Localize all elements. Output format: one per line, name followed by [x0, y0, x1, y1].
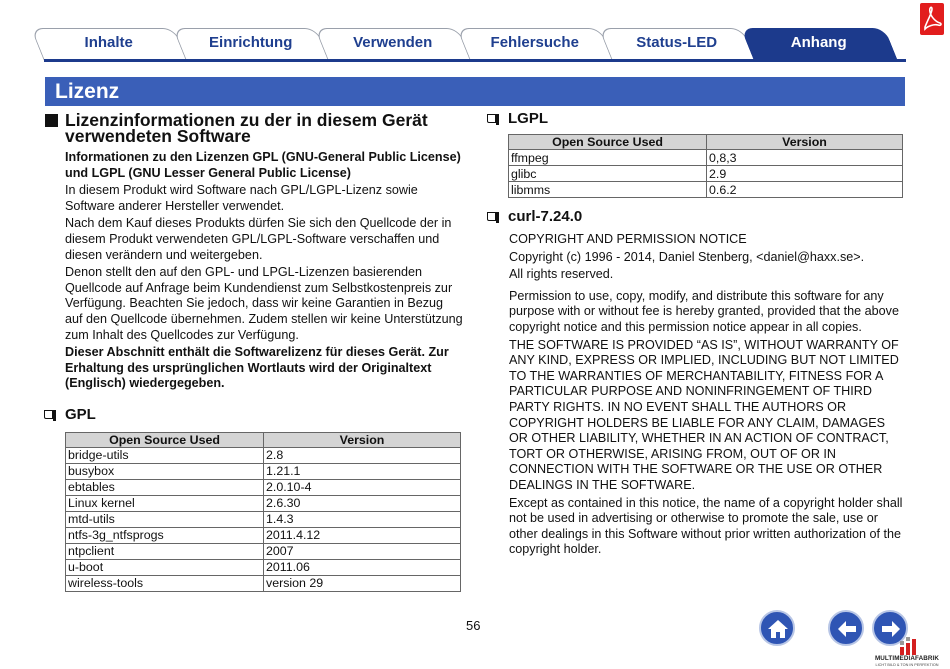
- table-row: [66, 447, 461, 463]
- table-row: [66, 543, 461, 559]
- lgpl-table: [508, 134, 903, 198]
- package-name: busybox: [66, 463, 264, 479]
- arrow-left-icon: [836, 618, 858, 640]
- package-version: 1.21.1: [264, 463, 461, 479]
- tab-einrichtung[interactable]: Einrichtung: [173, 28, 330, 61]
- table-header-row: [66, 432, 461, 447]
- paragraph: THE SOFTWARE IS PROVIDED “AS IS”, WITHOUT WARRANTY OF ANY KIND, EXPRESS OR IMPLIED, INCLUDING BUT NOT LIMITED TO THE WARRANTIES OF MERCHANTABILITY, FITNESS FOR A PARTICULAR PURPOSE AND NONINFRINGEMENT OF THIRD PARTY RIGHTS. IN NO EVENT SHALL THE AUTHORS OR COPYRIGHT HOLDERS BE LIABLE FOR ANY CLAIM, DAMAGES OR OTHER LIABILITY, WHETHER IN AN ACTION OF CONTRACT, TORT OR OTHERWISE, ARISING FROM, OUT OF OR IN CONNECTION WITH THE SOFTWARE OR THE USE OR OTHER DEALINGS IN THE SOFTWARE.: [509, 337, 899, 492]
- tab-anhang[interactable]: Anhang: [741, 28, 898, 61]
- chapter-tabs: [44, 28, 906, 62]
- package-name: ntfs-3g_ntfsprogs: [66, 527, 264, 543]
- table-row: [66, 511, 461, 527]
- section-heading: Lizenzinformationen zu der in diesem Gerät verwendeten Software: [44, 112, 464, 144]
- paragraph: Except as contained in this notice, the name of a copyright holder shall not be used in advertising or otherwise to promote the sale, use or other dealings in this Software without prior written authorization of the copyright holder.: [509, 495, 903, 557]
- package-version: 2.0.10-4: [264, 479, 461, 495]
- pdf-icon[interactable]: [920, 3, 944, 35]
- curl-heading: curl-7.24.0: [487, 208, 905, 226]
- gpl-heading: GPL: [44, 406, 464, 424]
- paragraph: Nach dem Kauf dieses Produkts dürfen Sie sich den Quellcode der in diesem Produkt verwendeten GPL/LGPL-Software verschaffen und diesen verändern und weitergeben.: [65, 216, 452, 262]
- paragraph: All rights reserved.: [509, 267, 614, 282]
- page-title: Lizenz: [45, 77, 905, 106]
- tab-inhalte[interactable]: Inhalte: [31, 28, 188, 61]
- table-header-row: [509, 135, 903, 150]
- tab-underline: [44, 59, 906, 62]
- table-row: [66, 575, 461, 591]
- tab-fehlersuche[interactable]: Fehlersuche: [457, 28, 614, 61]
- package-name: ebtables: [66, 479, 264, 495]
- package-version: 2.8: [264, 447, 461, 463]
- package-name: ntpclient: [66, 543, 264, 559]
- gpl-table: [65, 432, 461, 592]
- package-name: wireless-tools: [66, 575, 264, 591]
- column-header: Version: [264, 432, 461, 447]
- package-version: 1.4.3: [264, 511, 461, 527]
- package-name: u-boot: [66, 559, 264, 575]
- lgpl-heading: LGPL: [487, 110, 905, 128]
- table-row: [509, 166, 903, 182]
- checkbox-bullet-icon: [487, 212, 496, 221]
- package-version: 0,8,3: [707, 150, 903, 166]
- package-version: version 29: [264, 575, 461, 591]
- package-name: libmms: [509, 182, 707, 198]
- paragraph: Copyright (c) 1996 - 2014, Daniel Stenberg, <daniel@haxx.se>.: [509, 249, 865, 264]
- table-row: [66, 527, 461, 543]
- package-version: 0.6.2: [707, 182, 903, 198]
- package-name: mtd-utils: [66, 511, 264, 527]
- tab-status-led[interactable]: Status-LED: [599, 28, 756, 61]
- back-button[interactable]: [828, 610, 864, 646]
- package-version: 2007: [264, 543, 461, 559]
- paragraph: In diesem Produkt wird Software nach GPL/LGPL-Lizenz sowie Software anderer Hersteller verwendet.: [65, 183, 418, 213]
- table-row: [66, 479, 461, 495]
- column-header: Open Source Used: [509, 135, 707, 150]
- table-row: [509, 150, 903, 166]
- table-row: [66, 495, 461, 511]
- package-version: 2.9: [707, 166, 903, 182]
- paragraph: Permission to use, copy, modify, and distribute this software for any purpose with or without fee is hereby granted, provided that the above copyright notice and this permission notice appear in all copies.: [509, 288, 899, 334]
- package-name: glibc: [509, 166, 707, 182]
- package-version: 2011.06: [264, 559, 461, 575]
- right-column: [487, 110, 905, 558]
- package-name: ffmpeg: [509, 150, 707, 166]
- notice-paragraph: Dieser Abschnitt enthält die Softwarelizenz für dieses Gerät. Zur Erhaltung des ursprünglichen Wortlauts wird der Originaltext (Englisch) wiedergegeben.: [65, 345, 449, 391]
- package-version: 2.6.30: [264, 495, 461, 511]
- package-name: Linux kernel: [66, 495, 264, 511]
- logo-subtitle: LICHT BILD & TON IN PERFEKTION: [875, 663, 939, 667]
- checkbox-bullet-icon: [487, 114, 496, 123]
- package-name: bridge-utils: [66, 447, 264, 463]
- home-icon: [767, 618, 789, 640]
- page-number: 56: [466, 618, 481, 633]
- paragraph: COPYRIGHT AND PERMISSION NOTICE: [509, 232, 747, 246]
- table-row: [66, 463, 461, 479]
- table-row: [66, 559, 461, 575]
- home-button[interactable]: [759, 610, 795, 646]
- paragraph: Denon stellt den auf den GPL- und LPGL-Lizenzen basierenden Quellcode auf Anfrage beim Kundendienst zum Selbstkostenpreis zur Verfügung. Beachten Sie jedoch, dass wir keine Garantien in Bezug auf den Quellcode übernehmen. Zudem stellen wir keine Unterstützung zum Inhalt des Quellcodes zur Verfügung.: [65, 265, 463, 342]
- square-bullet-icon: [45, 114, 58, 127]
- table-row: [509, 182, 903, 198]
- logo-text: MULTIMEDIAFABRIK: [874, 655, 940, 662]
- column-header: Version: [707, 135, 903, 150]
- checkbox-bullet-icon: [44, 410, 53, 419]
- license-info-title: Informationen zu den Lizenzen GPL (GNU-General Public License) und LGPL (GNU Lesser General Public License): [65, 150, 461, 180]
- package-version: 2011.4.12: [264, 527, 461, 543]
- column-header: Open Source Used: [66, 432, 264, 447]
- tab-verwenden[interactable]: Verwenden: [315, 28, 472, 61]
- left-column: [44, 112, 464, 592]
